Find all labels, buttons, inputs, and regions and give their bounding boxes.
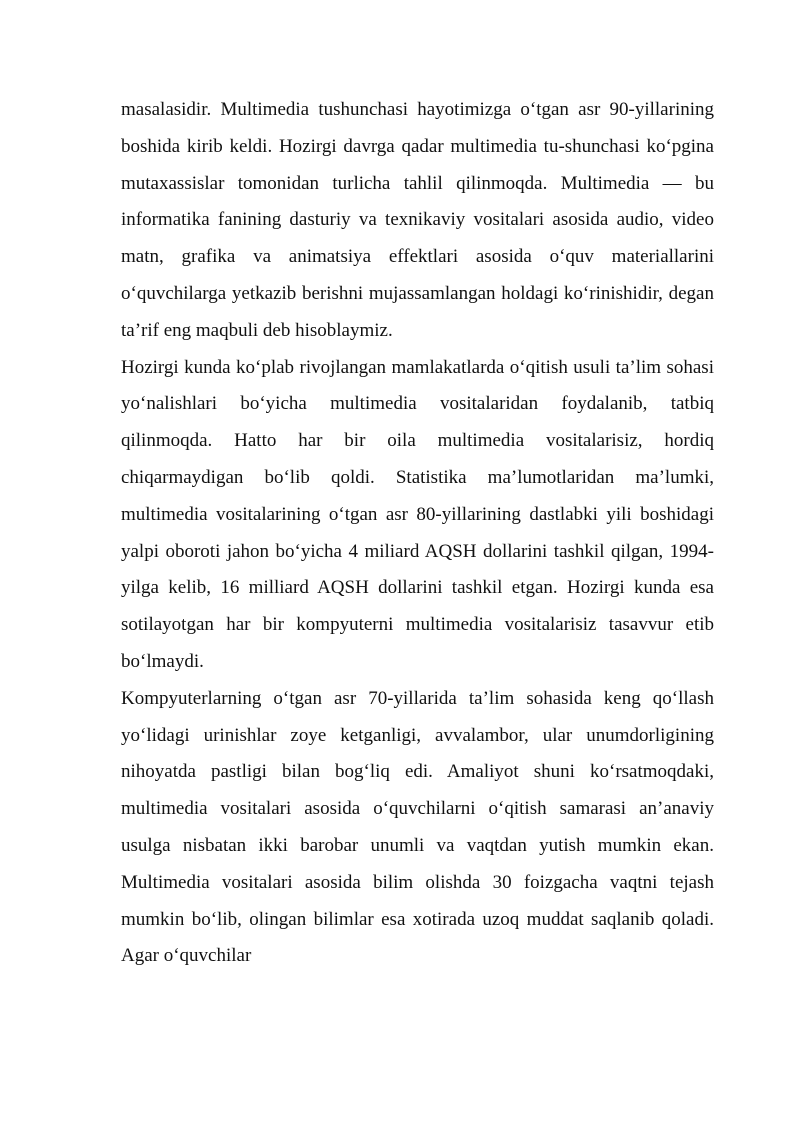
paragraph-multimedia-definition: masalasidir. Multimedia tushunchasi hayotimizga o‘tgan asr 90-yillarining boshida kirib keldi. Hozirgi davrga qadar multimedia tu-shunchasi ko‘pgina mutaxassislar tomonidan turlicha tahlil qilinmoqda. Multimedia — bu informatika fanining dasturiy va texnikaviy vositalari asosida audio, video matn, grafika va animatsiya effektlari asosida o‘quv materiallarini o‘quvchilarga yetkazib berishni mujassamlangan holdagi ko‘rinishidir, degan ta’rif eng maqbuli deb hisoblaymiz. <box>121 99 714 341</box>
document-page <box>121 92 714 975</box>
paragraph-computers-in-education: Kompyuterlarning o‘tgan asr 70-yillarida ta’lim sohasida keng qo‘llash yo‘lidagi urinishlar zoye ketganligi, avvalambor, ular unumdorligining nihoyatda pastligi bilan bog‘liq edi. Amaliyot shuni ko‘rsatmoqdaki, multimedia vositalari asosida o‘quvchilarni o‘qitish samarasi an’anaviy usulga nisbatan ikki barobar unumli va vaqtdan yutish mumkin ekan. Multimedia vositalari asosida bilim olishda 30 foizgacha vaqtni tejash mumkin bo‘lib, olingan bilimlar esa xotirada uzoq muddat saqlanib qoladi. Agar o‘quvchilar <box>121 687 714 967</box>
paragraph-multimedia-statistics: Hozirgi kunda ko‘plab rivojlangan mamlakatlarda o‘qitish usuli ta’lim sohasi yo‘nalishlari bo‘yicha multimedia vositalaridan foydalanib, tatbiq qilinmoqda. Hatto har bir oila multimedia vositalarisiz, hordiq chiqarmaydigan bo‘lib qoldi. Statistika ma’lumotlaridan ma’lumki, multimedia vositalarining o‘tgan asr 80-yillarining dastlabki yili boshidagi yalpi oboroti jahon bo‘yicha 4 miliard AQSH dollarini tashkil qilgan, 1994-yilga kelib, 16 milliard AQSH dollarini tashkil etgan. Hozirgi kunda esa sotilayotgan har bir kompyuterni multimedia vositalarisiz tasavvur etib bo‘lmaydi. <box>121 356 714 672</box>
